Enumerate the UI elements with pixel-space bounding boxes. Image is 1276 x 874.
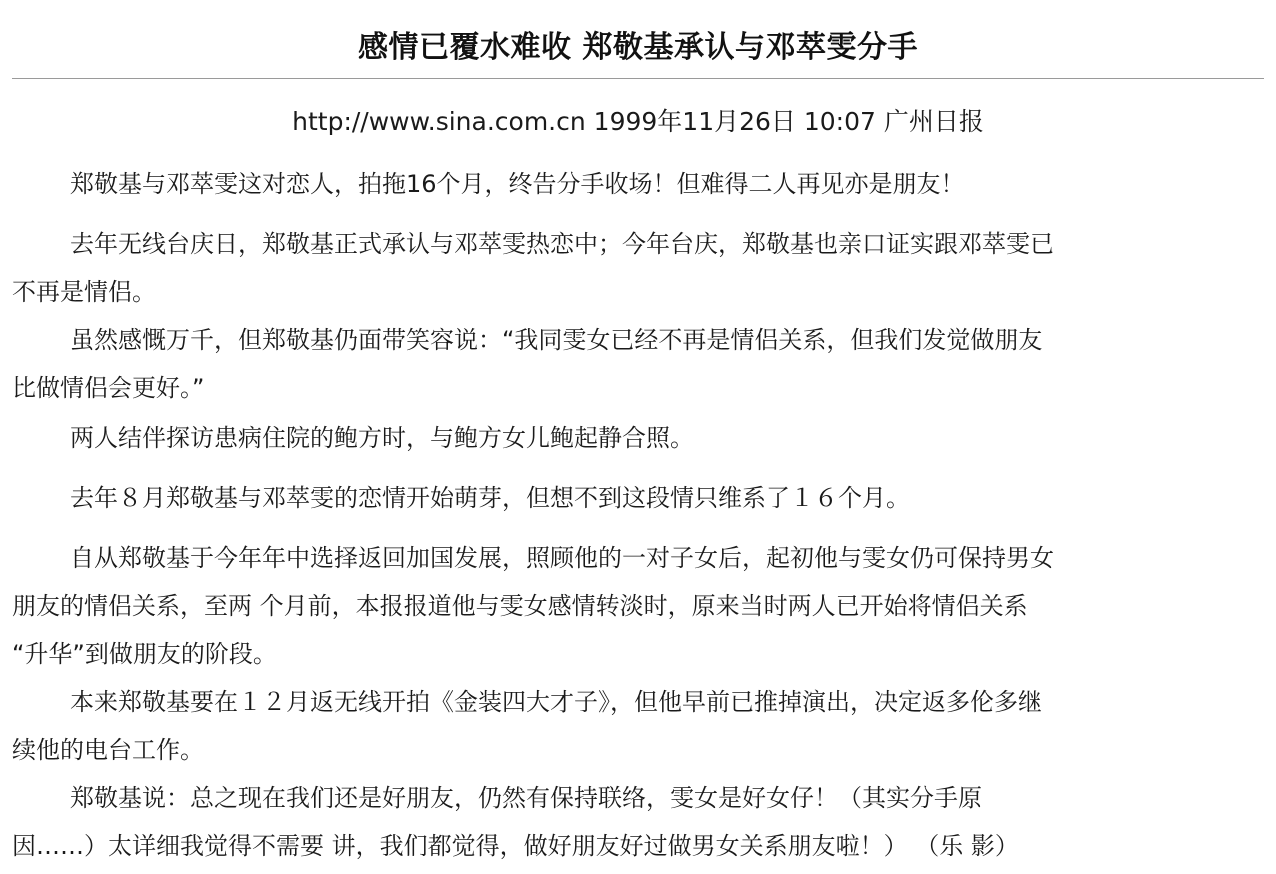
paragraph-line: 不再是情侣。 [12,278,156,306]
title-divider [12,78,1264,79]
paragraph-line: 续他的电台工作。 [12,736,204,764]
paragraph-line: 去年无线台庆日，郑敬基正式承认与邓萃雯热恋中；今年台庆，郑敬基也亲口证实跟邓萃雯已 [70,230,1054,258]
paragraph-line: 去年８月郑敬基与邓萃雯的恋情开始萌芽，但想不到这段情只维系了１６个月。 [70,484,910,512]
paragraph-line: 因……）太详细我觉得不需要 讲，我们都觉得，做好朋友好过做男女关系朋友啦！） （乐 影） [12,832,1019,860]
paragraph-line: 郑敬基说：总之现在我们还是好朋友，仍然有保持联络，雯女是好女仔！（其实分手原 [70,784,982,812]
paragraph [12,534,1054,678]
paragraph-line: 朋友的情侣关系，至两 个月前，本报报道他与雯女感情转淡时，原来当时两人已开始将情侣关系 [12,592,1028,620]
paragraph-line: 自从郑敬基于今年年中选择返回加国发展，照顾他的一对子女后，起初他与雯女仍可保持男女 [70,544,1054,572]
paragraph-line: 两人结伴探访患病住院的鲍方时，与鲍方女儿鲍起静合照。 [70,424,694,452]
paragraph [12,474,910,522]
paragraph [12,774,1019,870]
paragraph [12,220,1054,316]
paragraph [12,160,965,208]
paragraph [12,678,1042,774]
paragraph [12,316,1042,412]
paragraph-line: “升华”到做朋友的阶段。 [12,640,277,668]
paragraph-line: 郑敬基与邓萃雯这对恋人，拍拖16个月，终告分手收场！但难得二人再见亦是朋友！ [70,170,965,198]
source-dateline: http://www.sina.com.cn 1999年11月26日 10:07 广州日报 [292,107,984,136]
article-title: 感情已覆水难收 郑敬基承认与邓萃雯分手 [358,30,918,65]
paragraph-line: 虽然感慨万千，但郑敬基仍面带笑容说：“我同雯女已经不再是情侣关系，但我们发觉做朋友 [70,326,1043,354]
paragraph-line: 本来郑敬基要在１２月返无线开拍《金装四大才子》，但他早前已推掉演出，决定返多伦多继 [70,688,1042,716]
paragraph-line: 比做情侣会更好。” [12,374,205,402]
paragraph [12,414,694,462]
